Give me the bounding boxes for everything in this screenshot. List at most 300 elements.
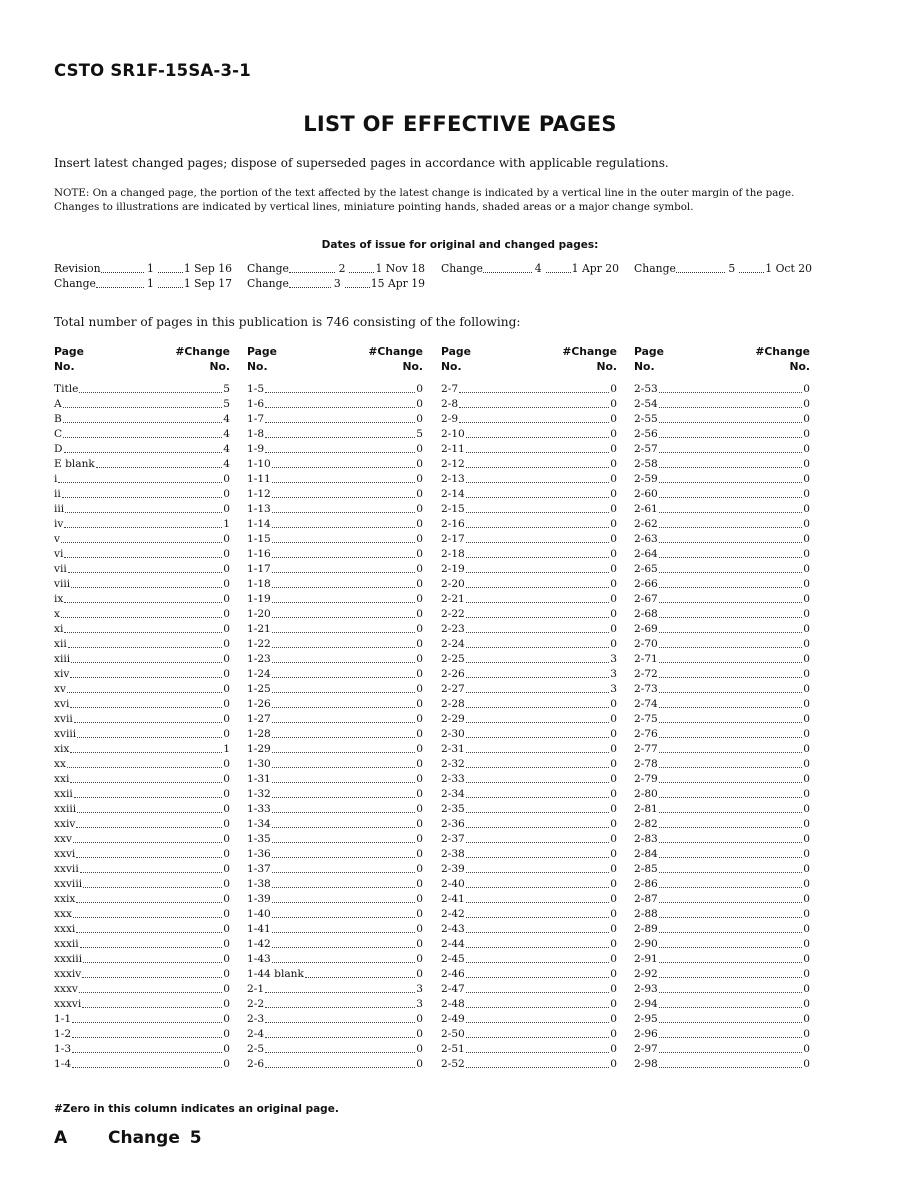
change-number: 0 bbox=[610, 923, 617, 935]
page-number: 2-91 bbox=[634, 953, 658, 965]
change-number: 1 bbox=[223, 743, 230, 755]
table-row bbox=[441, 577, 617, 592]
page-number: 1-5 bbox=[247, 383, 265, 395]
page-number: 2-84 bbox=[634, 848, 658, 860]
page-number: 2-19 bbox=[441, 563, 465, 575]
change-number: 0 bbox=[416, 908, 423, 920]
change-number: 0 bbox=[223, 503, 230, 515]
change-number: 0 bbox=[610, 818, 617, 830]
page-number: 2-87 bbox=[634, 893, 658, 905]
change-number: 0 bbox=[803, 923, 810, 935]
table-row bbox=[441, 457, 617, 472]
table-row bbox=[247, 487, 423, 502]
change-number: 0 bbox=[610, 788, 617, 800]
page-number: 1-17 bbox=[247, 563, 271, 575]
change-number: 0 bbox=[416, 473, 423, 485]
pages-column bbox=[441, 344, 617, 1072]
page-number: 2-57 bbox=[634, 443, 658, 455]
change-number: 0 bbox=[610, 383, 617, 395]
page-number: 2-8 bbox=[441, 398, 459, 410]
change-number: 0 bbox=[610, 968, 617, 980]
page-number: 1-37 bbox=[247, 863, 271, 875]
change-number: 0 bbox=[416, 443, 423, 455]
page-number: 2-13 bbox=[441, 473, 465, 485]
table-row bbox=[634, 577, 810, 592]
page-number: 2-33 bbox=[441, 773, 465, 785]
change-number: 0 bbox=[803, 473, 810, 485]
page-number: 1-18 bbox=[247, 578, 271, 590]
table-row bbox=[634, 922, 810, 937]
issue-date: 15 Apr 19 bbox=[370, 277, 425, 290]
table-row bbox=[54, 877, 230, 892]
page-number: 1-9 bbox=[247, 443, 265, 455]
table-row bbox=[634, 652, 810, 667]
page-number: A bbox=[54, 398, 62, 410]
page-number: 1-4 bbox=[54, 1058, 72, 1070]
page-number: 2-29 bbox=[441, 713, 465, 725]
footnote: #Zero in this column indicates an original page. bbox=[54, 1103, 339, 1115]
page-number: 2-34 bbox=[441, 788, 465, 800]
page-number: 2-17 bbox=[441, 533, 465, 545]
total-pages-statement: Total number of pages in this publication is 746 consisting of the following: bbox=[54, 315, 521, 329]
table-row bbox=[247, 517, 423, 532]
page-number: 1-33 bbox=[247, 803, 271, 815]
table-row bbox=[634, 967, 810, 982]
table-row bbox=[634, 1027, 810, 1042]
table-row bbox=[247, 532, 423, 547]
table-row bbox=[441, 742, 617, 757]
change-number: 0 bbox=[803, 533, 810, 545]
table-row bbox=[54, 772, 230, 787]
change-header-label: #Change bbox=[755, 345, 810, 358]
page-number: 2-79 bbox=[634, 773, 658, 785]
table-row bbox=[54, 802, 230, 817]
page-number: xxxv bbox=[54, 983, 78, 995]
change-number: 0 bbox=[610, 893, 617, 905]
change-number: 0 bbox=[223, 908, 230, 920]
change-number: 0 bbox=[803, 908, 810, 920]
table-row bbox=[54, 907, 230, 922]
page-number: 2-76 bbox=[634, 728, 658, 740]
table-row bbox=[634, 442, 810, 457]
change-number: 0 bbox=[610, 503, 617, 515]
page-number: 2-47 bbox=[441, 983, 465, 995]
page-number: 1-23 bbox=[247, 653, 271, 665]
page-number: 2-48 bbox=[441, 998, 465, 1010]
page-rows bbox=[441, 382, 617, 1072]
page-number: 2-75 bbox=[634, 713, 658, 725]
change-number: 0 bbox=[803, 953, 810, 965]
change-number: 0 bbox=[416, 1013, 423, 1025]
table-row bbox=[441, 982, 617, 997]
change-number: 0 bbox=[416, 698, 423, 710]
table-row bbox=[441, 427, 617, 442]
table-row bbox=[634, 892, 810, 907]
page-number: 1-2 bbox=[54, 1028, 72, 1040]
page-number: 2-61 bbox=[634, 503, 658, 515]
change-number: 0 bbox=[610, 1013, 617, 1025]
page-number: 2-7 bbox=[441, 383, 459, 395]
change-number: 0 bbox=[610, 803, 617, 815]
page-number: 2-10 bbox=[441, 428, 465, 440]
page-number: 1-10 bbox=[247, 458, 271, 470]
table-row bbox=[247, 682, 423, 697]
change-number: 0 bbox=[416, 458, 423, 470]
page-number: 1-31 bbox=[247, 773, 271, 785]
table-row bbox=[634, 472, 810, 487]
page-number: xxvii bbox=[54, 863, 79, 875]
table-row bbox=[54, 382, 230, 397]
table-row bbox=[441, 1042, 617, 1057]
change-number: 0 bbox=[223, 1043, 230, 1055]
page-number: 1-3 bbox=[54, 1043, 72, 1055]
table-row bbox=[247, 397, 423, 412]
change-number: 0 bbox=[803, 548, 810, 560]
change-number: 0 bbox=[223, 668, 230, 680]
page-number: 1-34 bbox=[247, 818, 271, 830]
change-number: 0 bbox=[803, 1028, 810, 1040]
change-number: 0 bbox=[803, 893, 810, 905]
change-number: 0 bbox=[223, 818, 230, 830]
page-number: 2-96 bbox=[634, 1028, 658, 1040]
change-number: 0 bbox=[803, 683, 810, 695]
page-number: 1-35 bbox=[247, 833, 271, 845]
change-number: 0 bbox=[610, 863, 617, 875]
table-row bbox=[247, 427, 423, 442]
table-row bbox=[634, 727, 810, 742]
change-header-label: #Change bbox=[175, 345, 230, 358]
change-number: 0 bbox=[416, 578, 423, 590]
page-number: 1-41 bbox=[247, 923, 271, 935]
issue-entry bbox=[247, 277, 425, 292]
table-row bbox=[54, 892, 230, 907]
page-number: 1-36 bbox=[247, 848, 271, 860]
table-row bbox=[634, 952, 810, 967]
page-number: 2-88 bbox=[634, 908, 658, 920]
table-row bbox=[247, 787, 423, 802]
pages-column bbox=[634, 344, 810, 1072]
change-number: 0 bbox=[803, 728, 810, 740]
page-header-label: Page bbox=[54, 345, 84, 358]
note-text: NOTE: On a changed page, the portion of the text affected by the latest change is indicated by a vertical line in the outer margin of the page. Changes to illustrations are indicated by vertical lines, miniature pointing hands, shaded areas or a major change symbol. bbox=[54, 187, 795, 213]
change-number: 0 bbox=[803, 818, 810, 830]
table-row bbox=[441, 622, 617, 637]
page-number: 2-92 bbox=[634, 968, 658, 980]
table-row bbox=[634, 907, 810, 922]
page-number: v bbox=[54, 533, 60, 545]
page-number: D bbox=[54, 443, 63, 455]
change-header-sublabel: No. bbox=[209, 360, 230, 373]
page-number: 2-12 bbox=[441, 458, 465, 470]
change-number: 0 bbox=[416, 608, 423, 620]
page-number: 1-13 bbox=[247, 503, 271, 515]
page-number: ii bbox=[54, 488, 61, 500]
change-number: 0 bbox=[610, 698, 617, 710]
page-number: 2-63 bbox=[634, 533, 658, 545]
table-row bbox=[634, 757, 810, 772]
change-number: 0 bbox=[416, 833, 423, 845]
change-number: 5 bbox=[223, 383, 230, 395]
page-number: 2-77 bbox=[634, 743, 658, 755]
page-number: 1-29 bbox=[247, 743, 271, 755]
page-number: 2-45 bbox=[441, 953, 465, 965]
table-row bbox=[54, 652, 230, 667]
page-number: 2-35 bbox=[441, 803, 465, 815]
change-number: 0 bbox=[223, 653, 230, 665]
change-number: 0 bbox=[803, 398, 810, 410]
page-number: 2-80 bbox=[634, 788, 658, 800]
table-row bbox=[634, 847, 810, 862]
page-number: xxiii bbox=[54, 803, 77, 815]
change-number: 0 bbox=[610, 398, 617, 410]
page-number: 2-37 bbox=[441, 833, 465, 845]
change-number: 0 bbox=[803, 983, 810, 995]
change-number: 0 bbox=[610, 638, 617, 650]
change-number: 0 bbox=[610, 488, 617, 500]
page-number: xiv bbox=[54, 668, 70, 680]
table-row bbox=[441, 637, 617, 652]
change-number: 0 bbox=[416, 848, 423, 860]
table-row bbox=[54, 922, 230, 937]
page-number: 1-21 bbox=[247, 623, 271, 635]
change-number: 0 bbox=[223, 548, 230, 560]
page-number: 2-95 bbox=[634, 1013, 658, 1025]
table-row bbox=[247, 952, 423, 967]
table-row bbox=[247, 892, 423, 907]
page-number: xii bbox=[54, 638, 67, 650]
page-number: vi bbox=[54, 548, 64, 560]
change-number: 0 bbox=[223, 923, 230, 935]
table-row bbox=[247, 802, 423, 817]
page-number: 1-28 bbox=[247, 728, 271, 740]
change-number: 0 bbox=[803, 713, 810, 725]
page-header-label: Page bbox=[634, 345, 664, 358]
page-title: LIST OF EFFECTIVE PAGES bbox=[303, 112, 617, 136]
page-number: 1-39 bbox=[247, 893, 271, 905]
change-number: 3 bbox=[416, 998, 423, 1010]
table-row bbox=[441, 757, 617, 772]
change-number: 0 bbox=[223, 683, 230, 695]
table-row bbox=[54, 817, 230, 832]
table-row bbox=[247, 862, 423, 877]
table-row bbox=[54, 997, 230, 1012]
change-number: 0 bbox=[416, 803, 423, 815]
page-number: 2-66 bbox=[634, 578, 658, 590]
issue-entry bbox=[441, 262, 619, 277]
table-row bbox=[441, 907, 617, 922]
change-number: 4 bbox=[223, 428, 230, 440]
pages-column bbox=[54, 344, 230, 1072]
page-number: 2-43 bbox=[441, 923, 465, 935]
change-number: 0 bbox=[610, 458, 617, 470]
table-row bbox=[54, 472, 230, 487]
table-row bbox=[54, 502, 230, 517]
change-number: 4 bbox=[223, 458, 230, 470]
table-row bbox=[247, 472, 423, 487]
page-number: 2-40 bbox=[441, 878, 465, 890]
table-row bbox=[247, 1057, 423, 1072]
change-number: 0 bbox=[610, 953, 617, 965]
column-header bbox=[54, 344, 230, 374]
page-number: 2-23 bbox=[441, 623, 465, 635]
page-number: 2-51 bbox=[441, 1043, 465, 1055]
table-row bbox=[634, 607, 810, 622]
page-number: x bbox=[54, 608, 60, 620]
table-row bbox=[54, 952, 230, 967]
table-row bbox=[634, 1057, 810, 1072]
change-number: 0 bbox=[416, 1028, 423, 1040]
table-row bbox=[634, 937, 810, 952]
change-number: 0 bbox=[803, 1013, 810, 1025]
table-row bbox=[54, 577, 230, 592]
page-number: xv bbox=[54, 683, 66, 695]
table-row bbox=[247, 1012, 423, 1027]
page-header-sublabel: No. bbox=[441, 360, 462, 373]
table-row bbox=[441, 772, 617, 787]
issue-date: 1 Oct 20 bbox=[765, 262, 812, 275]
table-row bbox=[441, 712, 617, 727]
change-number: 0 bbox=[223, 638, 230, 650]
change-number: 0 bbox=[803, 383, 810, 395]
page-number: 2-64 bbox=[634, 548, 658, 560]
change-number: 0 bbox=[610, 743, 617, 755]
page-number: 2-14 bbox=[441, 488, 465, 500]
change-number: 0 bbox=[803, 458, 810, 470]
change-number: 0 bbox=[803, 743, 810, 755]
table-row bbox=[441, 517, 617, 532]
page-number: 2-65 bbox=[634, 563, 658, 575]
change-number: 3 bbox=[416, 983, 423, 995]
table-row bbox=[247, 667, 423, 682]
page-number: 2-44 bbox=[441, 938, 465, 950]
page-number: 2-24 bbox=[441, 638, 465, 650]
page-number: vii bbox=[54, 563, 67, 575]
change-number: 0 bbox=[610, 878, 617, 890]
table-row bbox=[441, 1012, 617, 1027]
table-row bbox=[441, 937, 617, 952]
change-number: 0 bbox=[223, 1013, 230, 1025]
page-number: xxii bbox=[54, 788, 73, 800]
change-number: 0 bbox=[223, 563, 230, 575]
issue-date: 1 Sep 17 bbox=[183, 277, 232, 290]
table-row bbox=[634, 697, 810, 712]
change-number: 0 bbox=[610, 563, 617, 575]
page-number: 2-67 bbox=[634, 593, 658, 605]
change-number: 0 bbox=[803, 593, 810, 605]
page-header-sublabel: No. bbox=[54, 360, 75, 373]
change-number: 0 bbox=[223, 488, 230, 500]
issue-entry bbox=[54, 277, 232, 292]
page-number: 2-36 bbox=[441, 818, 465, 830]
table-row bbox=[54, 757, 230, 772]
table-row bbox=[247, 712, 423, 727]
page-number: 2-9 bbox=[441, 413, 459, 425]
table-row bbox=[441, 547, 617, 562]
change-number: 0 bbox=[223, 578, 230, 590]
page-number: xxiv bbox=[54, 818, 76, 830]
table-row bbox=[54, 967, 230, 982]
page-number: 1-14 bbox=[247, 518, 271, 530]
table-row bbox=[441, 592, 617, 607]
page-number: 1-44 blank bbox=[247, 968, 304, 980]
table-row bbox=[247, 697, 423, 712]
issue-number: 2 bbox=[338, 262, 346, 275]
table-row bbox=[247, 592, 423, 607]
change-number: 0 bbox=[610, 848, 617, 860]
change-number: 0 bbox=[803, 638, 810, 650]
table-row bbox=[634, 412, 810, 427]
table-row bbox=[247, 562, 423, 577]
issue-label: Change bbox=[247, 277, 289, 290]
page-number: 2-60 bbox=[634, 488, 658, 500]
table-row bbox=[247, 982, 423, 997]
change-number: 1 bbox=[223, 518, 230, 530]
page-number: xxi bbox=[54, 773, 70, 785]
change-number: 0 bbox=[610, 908, 617, 920]
table-row bbox=[441, 442, 617, 457]
table-row bbox=[634, 787, 810, 802]
table-row bbox=[441, 997, 617, 1012]
table-row bbox=[247, 1027, 423, 1042]
page-number: 2-90 bbox=[634, 938, 658, 950]
change-label: Change 5 bbox=[108, 1128, 202, 1148]
page-number: 2-5 bbox=[247, 1043, 265, 1055]
change-number: 0 bbox=[223, 848, 230, 860]
change-number: 0 bbox=[223, 773, 230, 785]
change-number: 0 bbox=[610, 1058, 617, 1070]
page-number: 2-16 bbox=[441, 518, 465, 530]
table-row bbox=[54, 457, 230, 472]
change-number: 0 bbox=[803, 803, 810, 815]
change-number: 0 bbox=[803, 968, 810, 980]
page-header-sublabel: No. bbox=[634, 360, 655, 373]
table-row bbox=[634, 802, 810, 817]
page-number: 1-43 bbox=[247, 953, 271, 965]
page-number: ix bbox=[54, 593, 64, 605]
change-number: 0 bbox=[416, 413, 423, 425]
table-row bbox=[441, 817, 617, 832]
page-number: 2-20 bbox=[441, 578, 465, 590]
table-row bbox=[247, 547, 423, 562]
change-number: 0 bbox=[610, 548, 617, 560]
table-row bbox=[247, 847, 423, 862]
change-number: 0 bbox=[610, 998, 617, 1010]
change-number: 0 bbox=[803, 668, 810, 680]
change-number: 0 bbox=[803, 488, 810, 500]
change-number: 0 bbox=[223, 968, 230, 980]
page-number: xxx bbox=[54, 908, 72, 920]
table-row bbox=[247, 772, 423, 787]
document-id: CSTO SR1F-15SA-3-1 bbox=[54, 61, 251, 80]
change-number: 0 bbox=[416, 668, 423, 680]
page-number: Title bbox=[54, 383, 79, 395]
issue-entry bbox=[634, 262, 812, 277]
change-number: 0 bbox=[803, 428, 810, 440]
issue-number: 5 bbox=[728, 262, 736, 275]
change-number: 0 bbox=[223, 1058, 230, 1070]
table-row bbox=[247, 577, 423, 592]
table-row bbox=[54, 1042, 230, 1057]
change-number: 0 bbox=[223, 1028, 230, 1040]
change-number: 0 bbox=[610, 608, 617, 620]
page-number: 2-46 bbox=[441, 968, 465, 980]
change-number: 0 bbox=[416, 638, 423, 650]
page-number: 2-31 bbox=[441, 743, 465, 755]
change-number: 0 bbox=[610, 713, 617, 725]
table-row bbox=[54, 397, 230, 412]
page-number: 2-69 bbox=[634, 623, 658, 635]
change-number: 0 bbox=[416, 923, 423, 935]
